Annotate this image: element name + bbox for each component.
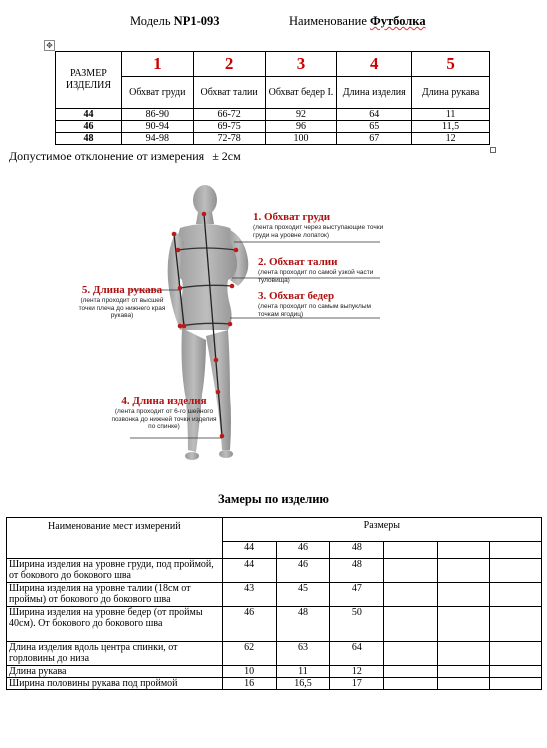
size-cell: 44 xyxy=(56,109,122,121)
annotation-waist xyxy=(258,256,378,284)
annotation-title: 1. Обхват груди xyxy=(253,211,331,223)
value-cell: 48 xyxy=(276,607,330,642)
value-cell: 72-78 xyxy=(193,133,265,145)
value-cell: 50 xyxy=(330,607,384,642)
value-cell: 12 xyxy=(330,666,384,678)
value-cell: 10 xyxy=(222,666,276,678)
table-row xyxy=(56,133,490,145)
table-row xyxy=(56,109,490,121)
size-table xyxy=(55,51,490,145)
empty-cell xyxy=(438,666,490,678)
resize-handle[interactable] xyxy=(490,147,496,153)
empty-cell xyxy=(438,559,490,583)
empty-cell xyxy=(490,642,542,666)
value-cell: 92 xyxy=(265,109,337,121)
value-cell: 44 xyxy=(222,559,276,583)
size-cell: 46 xyxy=(56,121,122,133)
product-name: Футболка xyxy=(370,14,426,28)
value-cell: 64 xyxy=(330,642,384,666)
table-row xyxy=(56,121,490,133)
measure-label: Обхват бедер I. xyxy=(265,77,337,109)
measure-number: 4 xyxy=(337,52,412,77)
tolerance-value: ± 2см xyxy=(212,149,241,163)
empty-cell xyxy=(438,607,490,642)
value-cell: 43 xyxy=(222,583,276,607)
size-column-header: РАЗМЕР ИЗДЕЛИЯ xyxy=(56,52,122,109)
empty-cell xyxy=(490,666,542,678)
value-cell: 11,5 xyxy=(412,121,490,133)
table-row xyxy=(7,678,542,690)
table-row xyxy=(7,583,542,607)
size-header-cell: 46 xyxy=(276,541,330,558)
measure-number: 2 xyxy=(193,52,265,77)
measurement-name: Ширина изделия на уровне бедер (от проймы 40см). От бокового до бокового шва xyxy=(7,607,223,642)
sizes-header: Размеры xyxy=(222,518,541,542)
value-cell: 16 xyxy=(222,678,276,690)
size-header-cell: 44 xyxy=(222,541,276,558)
value-cell: 67 xyxy=(337,133,412,145)
value-cell: 100 xyxy=(265,133,337,145)
size-header-cell: 48 xyxy=(330,541,384,558)
annotation-note: (лента проходит по самой узкой части туловища) xyxy=(258,269,374,284)
empty-cell xyxy=(438,583,490,607)
empty-cell xyxy=(384,559,438,583)
empty-cell xyxy=(384,607,438,642)
annotation-chest xyxy=(253,211,388,239)
value-cell: 64 xyxy=(337,109,412,121)
measurement-name: Длина рукава xyxy=(7,666,223,678)
empty-cell xyxy=(384,678,438,690)
value-cell: 46 xyxy=(222,607,276,642)
value-cell: 47 xyxy=(330,583,384,607)
size-cell: 48 xyxy=(56,133,122,145)
table-move-handle-icon[interactable]: ✥ xyxy=(44,40,55,51)
empty-cell xyxy=(384,541,438,558)
empty-cell xyxy=(490,583,542,607)
empty-cell xyxy=(438,541,490,558)
annotation-title: 3. Обхват бедер xyxy=(258,290,335,302)
measure-label: Длина рукава xyxy=(412,77,490,109)
empty-cell xyxy=(490,678,542,690)
value-cell: 63 xyxy=(276,642,330,666)
measure-number: 3 xyxy=(265,52,337,77)
measure-label: Обхват груди xyxy=(121,77,193,109)
annotation-note: (лента проходит от высшей точки плеча до нижнего края рукава) xyxy=(78,297,166,319)
measurement-name: Ширина изделия на уровне груди, под проймой, от бокового до бокового шва xyxy=(7,559,223,583)
table-row xyxy=(7,642,542,666)
value-cell: 94-98 xyxy=(121,133,193,145)
value-cell: 46 xyxy=(276,559,330,583)
annotation-length xyxy=(110,395,218,431)
value-cell: 48 xyxy=(330,559,384,583)
empty-cell xyxy=(438,642,490,666)
value-cell: 12 xyxy=(412,133,490,145)
value-cell: 65 xyxy=(337,121,412,133)
value-cell: 66-72 xyxy=(193,109,265,121)
measure-label: Обхват талии xyxy=(193,77,265,109)
measurement-name: Ширина изделия на уровне талии (18см от проймы) от бокового до бокового шва xyxy=(7,583,223,607)
value-cell: 86-90 xyxy=(121,109,193,121)
value-cell: 11 xyxy=(276,666,330,678)
value-cell: 69-75 xyxy=(193,121,265,133)
empty-cell xyxy=(438,678,490,690)
empty-cell xyxy=(490,541,542,558)
empty-cell xyxy=(490,607,542,642)
value-cell: 11 xyxy=(412,109,490,121)
annotation-hips xyxy=(258,290,393,318)
value-cell: 62 xyxy=(222,642,276,666)
model-code: NP1-093 xyxy=(173,14,220,28)
empty-cell xyxy=(384,583,438,607)
empty-cell xyxy=(490,559,542,583)
table-row xyxy=(7,607,542,642)
annotation-title: 4. Длина изделия xyxy=(121,395,207,407)
measure-number: 5 xyxy=(412,52,490,77)
measure-number: 1 xyxy=(121,52,193,77)
measure-label: Длина изделия xyxy=(337,77,412,109)
measurement-name: Ширина половины рукава под проймой xyxy=(7,678,223,690)
tolerance-note: Допустимое отклонение от измерения ± 2см xyxy=(9,149,241,163)
empty-cell xyxy=(384,666,438,678)
table-row xyxy=(7,559,542,583)
value-cell: 90-94 xyxy=(121,121,193,133)
annotation-note: (лента проходит через выступающие точки груди на уровне лопаток) xyxy=(253,224,384,239)
model-label: Модель NP1-093 xyxy=(130,14,220,28)
measurement-name: Длина изделия вдоль центра спинки, от горловины до низа xyxy=(7,642,223,666)
annotation-title: 5. Длина рукава xyxy=(81,284,163,296)
annotation-title: 2. Обхват талии xyxy=(258,256,338,268)
annotation-note: (лента проходит по самым выпуклым точкам ягодиц) xyxy=(258,303,371,318)
empty-cell xyxy=(384,642,438,666)
product-name-label: Наименование Футболка xyxy=(289,14,426,28)
product-table-title: Замеры по изделию xyxy=(218,492,329,506)
value-cell: 16,5 xyxy=(276,678,330,690)
value-cell: 17 xyxy=(330,678,384,690)
product-measurements-table xyxy=(6,517,542,690)
table-row xyxy=(7,666,542,678)
value-cell: 45 xyxy=(276,583,330,607)
value-cell: 96 xyxy=(265,121,337,133)
annotation-sleeve xyxy=(76,284,168,320)
annotation-note: (лента проходит от 6-го шейного позвонка до нижней точки изделия по спинке) xyxy=(111,408,217,430)
measurement-name-header: Наименование мест измерений xyxy=(7,518,223,559)
